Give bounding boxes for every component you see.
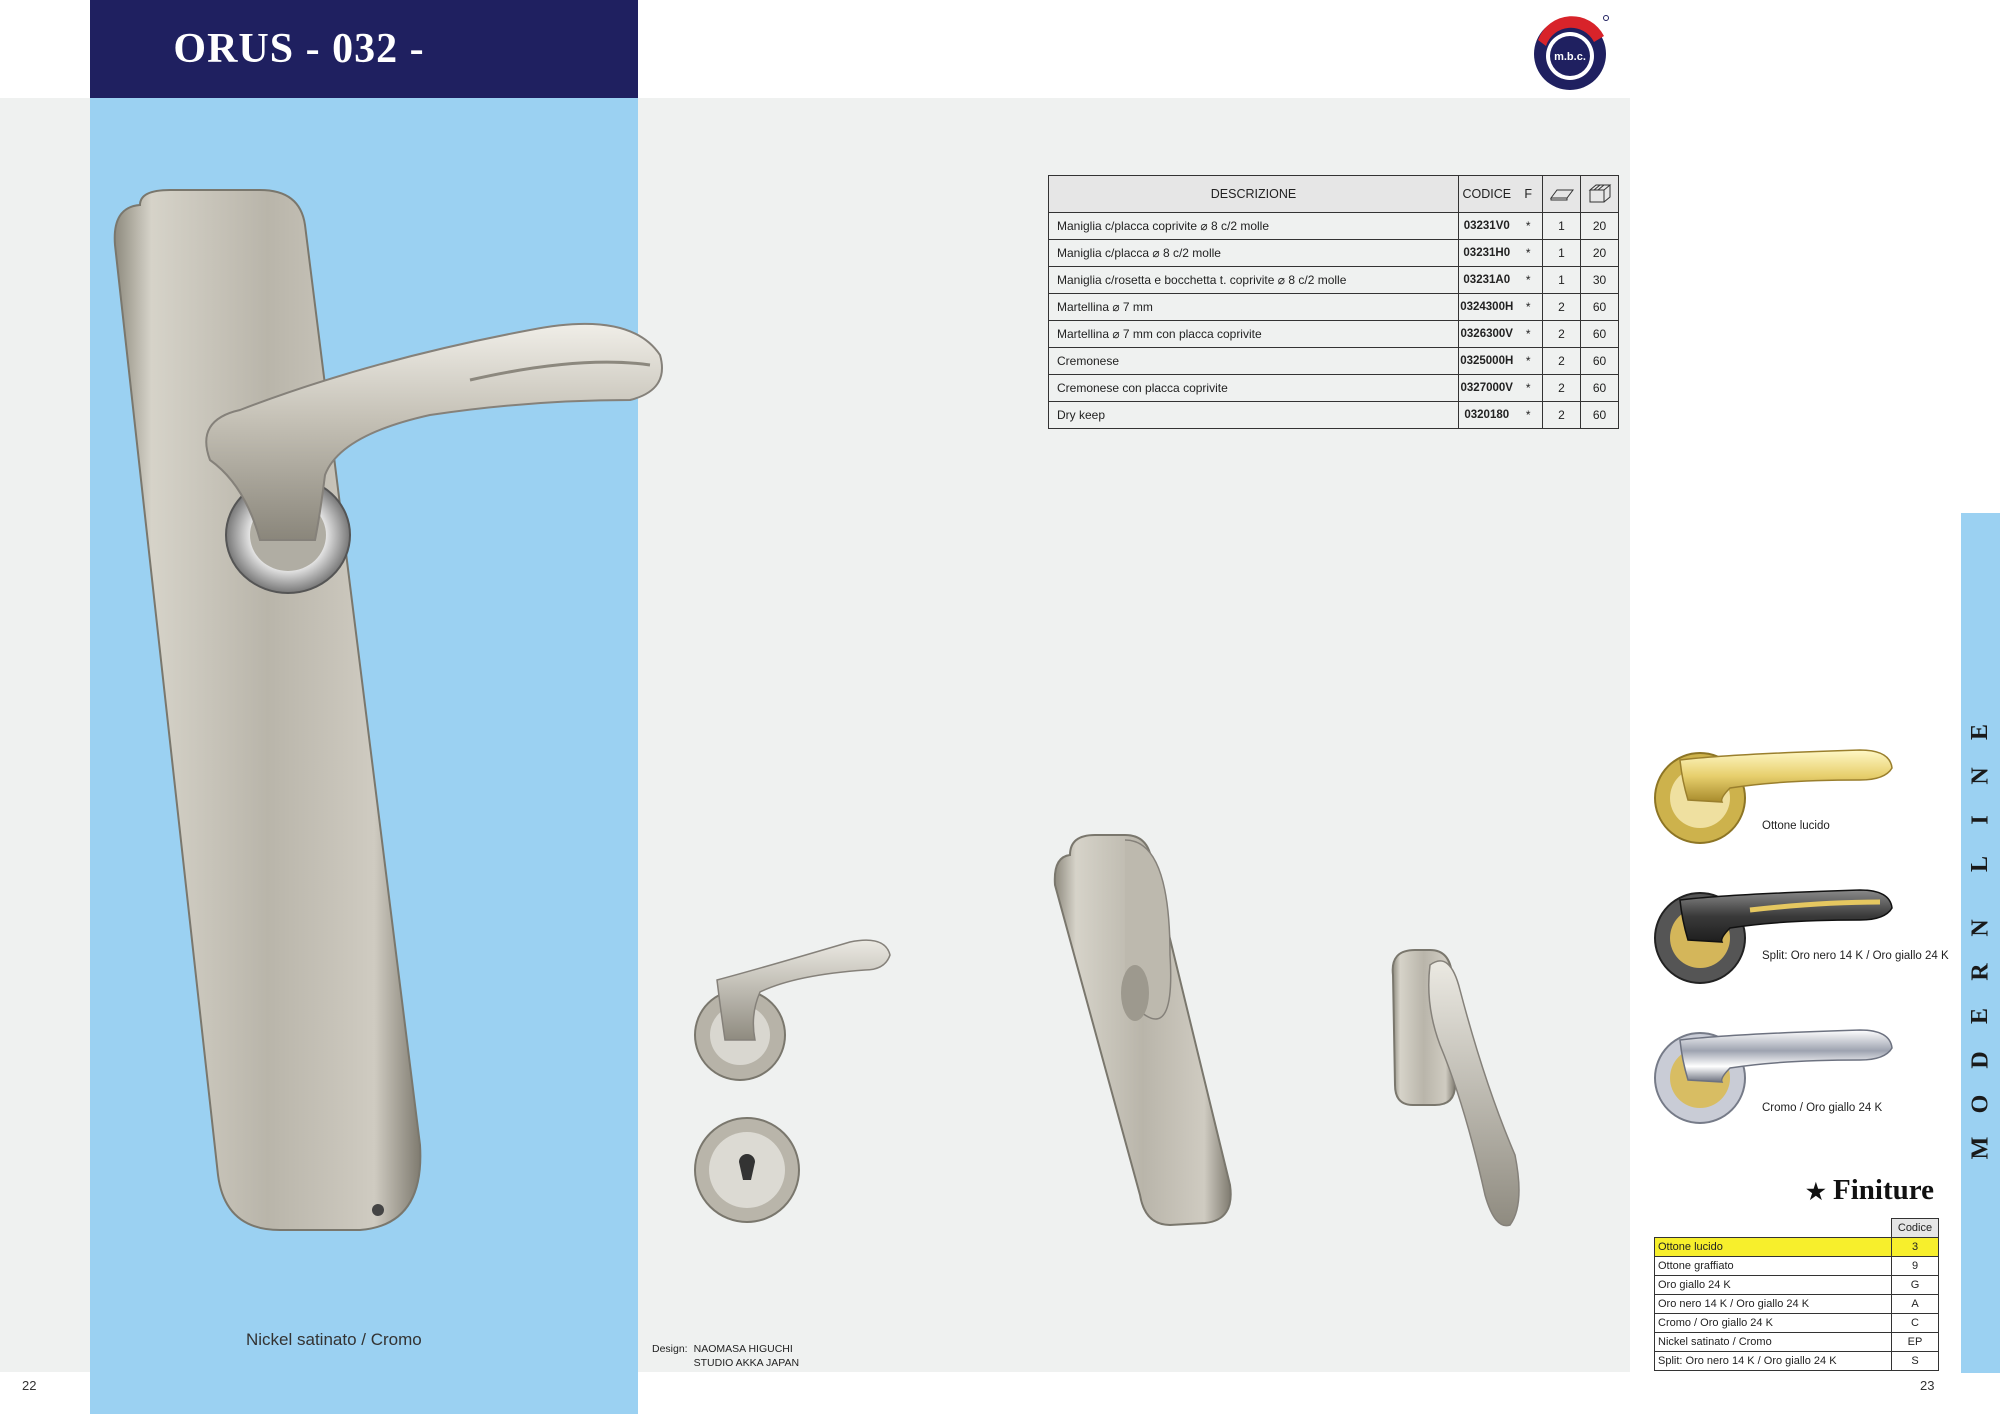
product-f: * [1515, 267, 1543, 294]
product-code: 0324300H [1459, 294, 1515, 321]
product-description [1049, 213, 1459, 240]
finishes-table [1654, 1218, 1939, 1371]
product-code: 0326300V [1459, 321, 1515, 348]
product-description [1049, 321, 1459, 348]
product-qty-single: 1 [1543, 213, 1581, 240]
design-label: Design: [652, 1343, 688, 1355]
diameter-symbol: ⌀ [1152, 246, 1160, 260]
finish-name: Split: Oro nero 14 K / Oro giallo 24 K [1655, 1352, 1892, 1371]
product-qty-box: 60 [1581, 321, 1619, 348]
product-qty-single: 1 [1543, 240, 1581, 267]
finish-code: 3 [1892, 1238, 1939, 1257]
window-handle-image [1050, 835, 1240, 1235]
finish-row [1655, 1238, 1939, 1257]
side-label-letter: N [1967, 767, 1994, 785]
description-part-b: 7 mm [1119, 300, 1153, 314]
page-number-left: 22 [22, 1378, 37, 1393]
product-table [1048, 175, 1619, 429]
finish-name: Oro giallo 24 K [1655, 1276, 1892, 1295]
side-label-letter: R [1967, 963, 1994, 981]
finish-row [1655, 1295, 1939, 1314]
side-label-letter: E [1967, 1007, 1994, 1025]
product-table-header [1049, 176, 1619, 213]
description-header: DESCRIZIONE [1049, 176, 1459, 213]
product-qty-box: 60 [1581, 348, 1619, 375]
split-finish-caption: Split: Oro nero 14 K / Oro giallo 24 K [1762, 950, 1949, 962]
product-row [1049, 213, 1619, 240]
product-qty-box: 60 [1581, 402, 1619, 429]
description-part-b: 8 c/2 molle [1207, 219, 1269, 233]
description-part-a: Maniglia c/placca [1057, 246, 1153, 260]
product-qty-box: 60 [1581, 294, 1619, 321]
finish-row [1655, 1333, 1939, 1352]
finish-code: C [1892, 1314, 1939, 1333]
f-header: F [1515, 176, 1543, 213]
finish-row [1655, 1276, 1939, 1295]
product-qty-box: 60 [1581, 375, 1619, 402]
product-qty-box: 20 [1581, 240, 1619, 267]
product-qty-box: 30 [1581, 267, 1619, 294]
side-label-letter: N [1967, 919, 1994, 937]
main-caption: Nickel satinato / Cromo [246, 1330, 422, 1349]
description-part-a: Dry keep [1057, 408, 1106, 422]
chrome-finish-caption: Cromo / Oro giallo 24 K [1762, 1102, 1883, 1114]
product-qty-box: 20 [1581, 213, 1619, 240]
product-qty-single: 1 [1543, 267, 1581, 294]
product-row [1049, 240, 1619, 267]
finish-code: G [1892, 1276, 1939, 1295]
finish-name: Nickel satinato / Cromo [1655, 1333, 1892, 1352]
diameter-symbol: ⌀ [1112, 327, 1120, 341]
finish-code: A [1892, 1295, 1939, 1314]
product-code: 0325000H [1459, 348, 1515, 375]
product-qty-single: 2 [1543, 375, 1581, 402]
product-qty-single: 2 [1543, 321, 1581, 348]
finishes-header-blank [1655, 1219, 1892, 1238]
split-finish-image [1650, 880, 1930, 990]
finish-name: Oro nero 14 K / Oro giallo 24 K [1655, 1295, 1892, 1314]
main-handle-image [110, 185, 770, 1235]
product-qty-single: 2 [1543, 348, 1581, 375]
product-f: * [1515, 294, 1543, 321]
product-code: 0327000V [1459, 375, 1515, 402]
designer-names [694, 1342, 799, 1370]
box-pack-icon [1581, 176, 1619, 213]
finish-code: EP [1892, 1333, 1939, 1352]
finish-code: 9 [1892, 1257, 1939, 1276]
product-f: * [1515, 402, 1543, 429]
gold-finish-image [1650, 740, 1930, 850]
description-part-b: 8 c/2 molle [1159, 246, 1221, 260]
finish-code-header: Codice [1892, 1219, 1939, 1238]
finish-name: Cromo / Oro giallo 24 K [1655, 1314, 1892, 1333]
product-description [1049, 240, 1459, 267]
product-code: 03231H0 [1459, 240, 1515, 267]
product-f: * [1515, 348, 1543, 375]
description-part-a: Cremonese con placca coprivite [1057, 381, 1228, 395]
product-description [1049, 402, 1459, 429]
design-credit [652, 1342, 799, 1370]
product-code: 0320180 [1459, 402, 1515, 429]
diameter-symbol: ⌀ [1112, 300, 1120, 314]
side-label-letter: L [1967, 855, 1994, 873]
diameter-symbol: ⌀ [1200, 219, 1208, 233]
product-description [1049, 294, 1459, 321]
description-part-b: 8 c/2 molle [1285, 273, 1347, 287]
gold-finish-caption: Ottone lucido [1762, 820, 1830, 832]
product-qty-single: 2 [1543, 294, 1581, 321]
single-pack-icon [1543, 176, 1581, 213]
side-label-letter: D [1967, 1051, 1994, 1069]
side-label-letter: M [1967, 1136, 1994, 1160]
code-header: CODICE [1459, 176, 1515, 213]
designer-line-2: STUDIO AKKA JAPAN [693, 1357, 800, 1369]
designer-line-1: NAOMASA HIGUCHI [693, 1343, 793, 1355]
finish-code: S [1892, 1352, 1939, 1371]
page-number-right: 23 [1920, 1378, 1935, 1393]
finish-name: Ottone lucido [1655, 1238, 1892, 1257]
product-row [1049, 375, 1619, 402]
product-code: 03231V0 [1459, 213, 1515, 240]
product-row [1049, 267, 1619, 294]
finish-name: Ottone graffiato [1655, 1257, 1892, 1276]
description-part-a: Maniglia c/rosetta e bocchetta t. coprivite [1057, 273, 1278, 287]
product-description [1049, 375, 1459, 402]
product-qty-single: 2 [1543, 402, 1581, 429]
product-f: * [1515, 375, 1543, 402]
mbc-logo [1530, 10, 1612, 92]
description-part-a: Martellina [1057, 327, 1113, 341]
product-f: * [1515, 213, 1543, 240]
side-label-letter: I [1967, 815, 1994, 825]
star-icon: ★ [1806, 1179, 1826, 1204]
finishes-title-text: Finiture [1832, 1174, 1934, 1206]
product-row [1049, 321, 1619, 348]
side-label-letter: E [1967, 723, 1994, 741]
finishes-title [1806, 1174, 1934, 1207]
diameter-symbol: ⌀ [1277, 273, 1286, 287]
page-title: ORUS - 032 - [173, 26, 425, 72]
side-label-letter: O [1967, 1094, 1994, 1114]
product-row [1049, 294, 1619, 321]
description-part-a: Maniglia c/placca coprivite [1057, 219, 1201, 233]
finish-row [1655, 1257, 1939, 1276]
rose-handle-image [675, 930, 975, 1230]
product-f: * [1515, 240, 1543, 267]
product-row [1049, 348, 1619, 375]
logo-text: m.b.c. [1554, 51, 1586, 63]
product-code: 03231A0 [1459, 267, 1515, 294]
description-part-a: Cremonese [1057, 354, 1120, 368]
cremonese-handle-image [1385, 945, 1535, 1235]
product-description [1049, 267, 1459, 294]
product-description [1049, 348, 1459, 375]
finish-row [1655, 1314, 1939, 1333]
side-label [1961, 720, 2000, 1160]
finishes-table-header [1655, 1219, 1939, 1238]
description-part-a: Martellina [1057, 300, 1113, 314]
finish-row [1655, 1352, 1939, 1371]
description-part-b: 7 mm con placca coprivite [1119, 327, 1262, 341]
product-row [1049, 402, 1619, 429]
title-bar [90, 0, 638, 98]
product-f: * [1515, 321, 1543, 348]
